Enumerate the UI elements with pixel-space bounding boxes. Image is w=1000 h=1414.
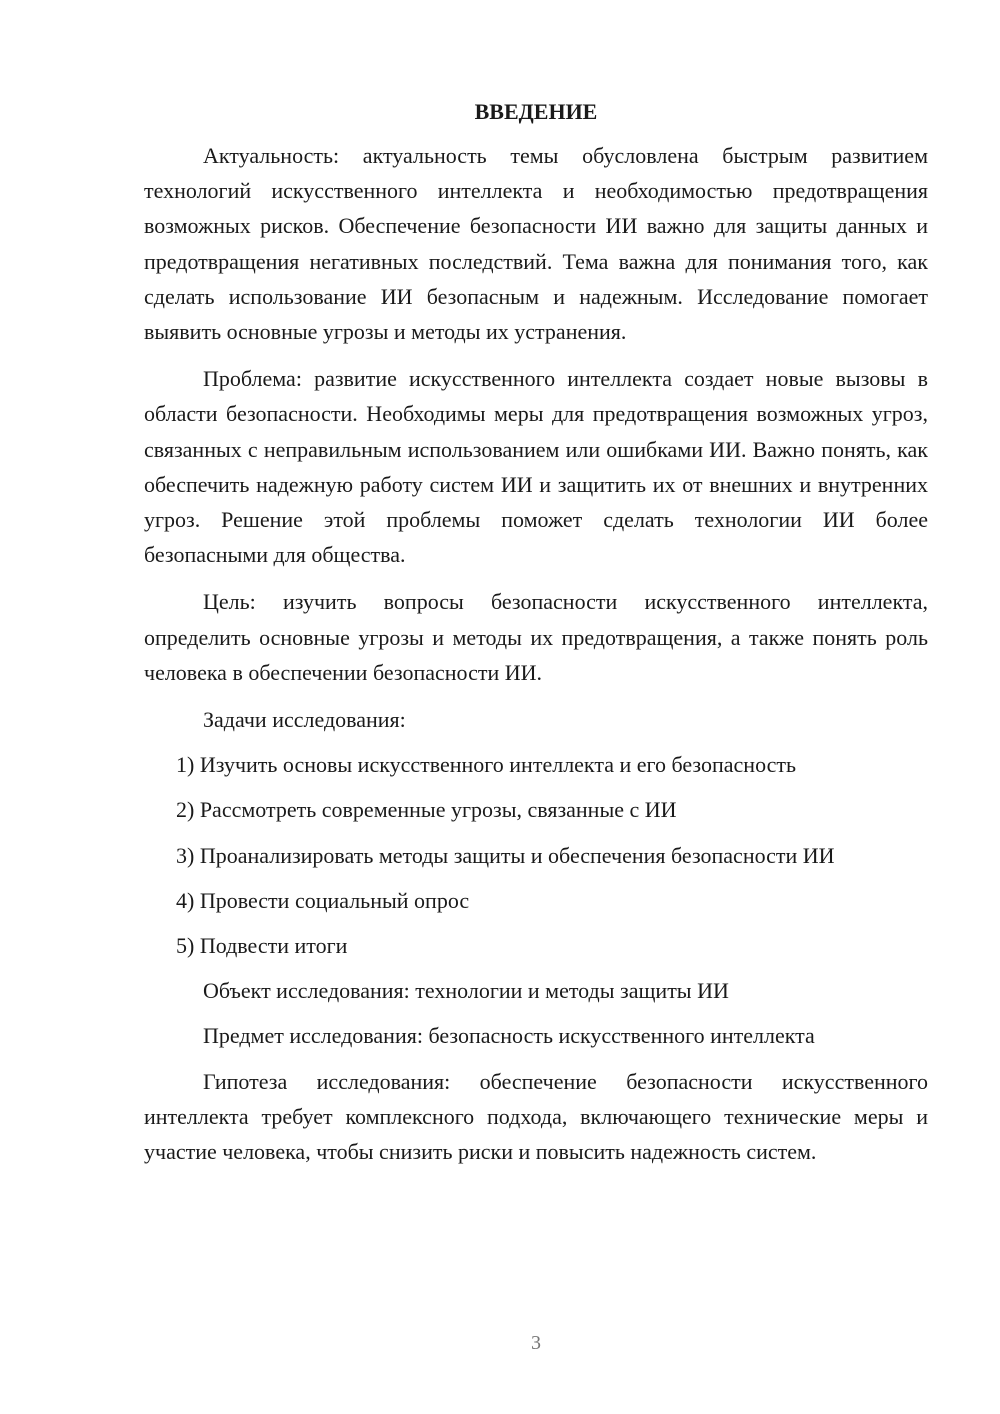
page-content — [144, 96, 928, 1181]
task-list — [144, 747, 928, 963]
paragraph-problem: Проблема: развитие искусственного интеллекта создает новые вызовы в области безопасности. Необходимы меры для предотвращения возможных угроз, связанных с неправильным использованием или ошибками ИИ. Важно понять, как обеспечить надежную работу систем ИИ и защитить их от внешних и внутренних угроз. Решение этой проблемы поможет сделать технологии ИИ более безопасными для общества. — [144, 366, 928, 568]
research-subject: Предмет исследования: безопасность искусственного интеллекта — [203, 1023, 815, 1049]
page-title: ВВЕДЕНИЕ — [474, 99, 598, 124]
research-object: Объект исследования: технологии и методы защиты ИИ — [203, 978, 729, 1004]
paragraph-relevance: Актуальность: актуальность темы обусловлена быстрым развитием технологий искусственного интеллекта и необходимостью предотвращения возможных рисков. Обеспечение безопасности ИИ важно для защиты данных и предотвращения негативных последствий. Тема важна для понимания того, как сделать использование ИИ безопасным и надежным. Исследование помогает выявить основные угрозы и методы их устранения. — [144, 143, 928, 345]
list-item: 2) Рассмотреть современные угрозы, связанные с ИИ — [176, 797, 677, 823]
paragraph-hypothesis: Гипотеза исследования: обеспечение безопасности искусственного интеллекта требует комплексного подхода, включающего технические меры и участие человека, чтобы снизить риски и повысить надежность систем. — [144, 1068, 928, 1165]
list-item: 3) Проанализировать методы защиты и обеспечения безопасности ИИ — [176, 842, 835, 868]
page-number: 3 — [531, 1332, 541, 1354]
paragraph-goal: Цель: изучить вопросы безопасности искусственного интеллекта, определить основные угрозы и методы их предотвращения, а также понять роль человека в обеспечении безопасности ИИ. — [144, 589, 928, 685]
list-item: 4) Провести социальный опрос — [176, 887, 470, 913]
list-item: 1) Изучить основы искусственного интеллекта и его безопасность — [176, 752, 797, 778]
tasks-heading: Задачи исследования: — [203, 707, 406, 733]
list-item: 5) Подвести итоги — [176, 933, 348, 959]
